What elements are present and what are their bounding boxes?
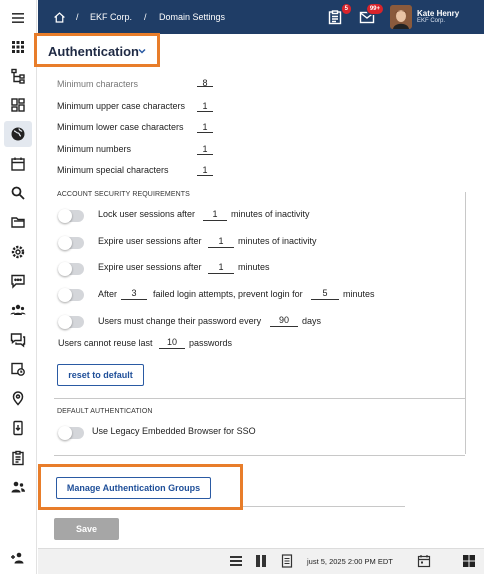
lockout-minutes-input[interactable]: 5 xyxy=(311,287,339,300)
windows-start-icon[interactable] xyxy=(462,554,476,568)
location-icon[interactable] xyxy=(8,388,28,408)
password-reuse-input[interactable]: 10 xyxy=(159,336,185,349)
footer-divider xyxy=(243,506,405,507)
breadcrumb-separator: / xyxy=(144,12,147,22)
calendar-icon[interactable] xyxy=(8,154,28,174)
section-divider xyxy=(54,455,465,456)
user-org: EKF Corp. xyxy=(417,18,446,24)
apps-grid-icon[interactable] xyxy=(8,37,28,57)
expire-sessions-input[interactable]: 1 xyxy=(208,261,234,274)
password-change-suffix: days xyxy=(302,316,322,326)
team-icon[interactable] xyxy=(8,477,28,497)
menu-icon[interactable] xyxy=(8,8,28,28)
save-button[interactable]: Save xyxy=(54,518,119,540)
expire-inactive-input[interactable]: 1 xyxy=(208,235,234,248)
messages-icon[interactable] xyxy=(8,330,28,350)
password-reuse-suffix: passwords xyxy=(189,338,233,348)
section-divider xyxy=(54,398,465,399)
search-icon[interactable] xyxy=(8,183,28,203)
expire-sessions-label: Expire user sessions after xyxy=(98,262,202,272)
failed-logins-label: failed login attempts, prevent login for xyxy=(153,289,303,299)
clipboard-icon[interactable] xyxy=(8,448,28,468)
lock-sessions-input[interactable]: 1 xyxy=(203,208,227,221)
failed-logins-prefix: After xyxy=(98,289,118,299)
rule-input-lower[interactable]: 1 xyxy=(197,121,213,133)
expire-sessions-suffix: minutes xyxy=(238,262,270,272)
lock-sessions-suffix: minutes of inactivity xyxy=(231,209,310,219)
breadcrumb-page: Domain Settings xyxy=(159,12,226,22)
rule-label-numbers: Minimum numbers xyxy=(57,144,132,154)
notifications-button[interactable] xyxy=(324,6,346,28)
settings-gear-icon[interactable] xyxy=(8,242,28,262)
password-change-label: Users must change their password every xyxy=(98,316,262,326)
toggle-expire-sessions[interactable] xyxy=(58,263,84,275)
toggle-failed-logins[interactable] xyxy=(58,289,84,301)
toggle-expire-inactive[interactable] xyxy=(58,237,84,249)
failed-attempts-input[interactable]: 3 xyxy=(121,287,147,300)
toggle-legacy-browser[interactable] xyxy=(58,427,84,439)
breadcrumb-org[interactable]: EKF Corp. xyxy=(90,12,133,22)
sidebar xyxy=(0,0,37,574)
notifications-badge: 5 xyxy=(341,3,352,15)
legacy-browser-label: Use Legacy Embedded Browser for SSO xyxy=(92,426,256,436)
document-icon[interactable] xyxy=(280,554,294,568)
breadcrumb-separator: / xyxy=(76,12,79,22)
toggle-lock-sessions[interactable] xyxy=(58,210,84,222)
mobile-download-icon[interactable] xyxy=(8,418,28,438)
lock-sessions-label: Lock user sessions after xyxy=(98,209,196,219)
folder-icon[interactable] xyxy=(8,212,28,232)
rule-label-special: Minimum special characters xyxy=(57,165,169,175)
password-change-days-input[interactable]: 90 xyxy=(270,314,298,327)
taskbar-datetime: just 5, 2025 2:00 PM EDT xyxy=(307,556,393,566)
rule-label-min-chars: Minimum characters xyxy=(57,79,139,88)
rule-label-lower: Minimum lower case characters xyxy=(57,122,184,132)
top-bar xyxy=(38,0,484,34)
rule-input-numbers[interactable]: 1 xyxy=(197,143,213,155)
rule-input-min-chars[interactable]: 8 xyxy=(197,77,213,87)
password-reuse-label: Users cannot reuse last xyxy=(58,338,153,348)
globe-icon[interactable] xyxy=(4,121,32,147)
rule-input-special[interactable]: 1 xyxy=(197,164,213,176)
toggle-password-change[interactable] xyxy=(58,316,84,328)
hierarchy-icon[interactable] xyxy=(8,66,28,86)
add-user-icon[interactable] xyxy=(8,548,28,568)
people-icon[interactable] xyxy=(8,300,28,320)
section-heading-account-security: ACCOUNT SECURITY REQUIREMENTS xyxy=(57,191,190,198)
user-avatar[interactable] xyxy=(390,5,412,29)
chat-icon[interactable] xyxy=(8,271,28,291)
messages-badge: 99+ xyxy=(366,3,384,15)
manage-authentication-groups-button[interactable]: Manage Authentication Groups xyxy=(56,477,211,499)
messages-button[interactable] xyxy=(356,6,378,28)
calendar-icon[interactable] xyxy=(417,554,431,568)
rule-input-upper[interactable]: 1 xyxy=(197,100,213,112)
home-icon[interactable] xyxy=(48,6,70,28)
section-heading-default-auth: DEFAULT AUTHENTICATION xyxy=(57,408,153,415)
schedule-icon[interactable] xyxy=(8,359,28,379)
section-border xyxy=(465,192,466,454)
user-name[interactable]: Kate Henry xyxy=(417,9,460,18)
columns-view-icon[interactable] xyxy=(254,554,268,568)
list-view-icon[interactable] xyxy=(229,554,243,568)
expire-inactive-label: Expire user sessions after xyxy=(98,236,202,246)
page-title-dropdown[interactable]: Authentication xyxy=(48,43,139,59)
chevron-down-icon[interactable] xyxy=(136,45,148,57)
expire-inactive-suffix: minutes of inactivity xyxy=(238,236,317,246)
failed-logins-suffix: minutes xyxy=(343,289,375,299)
dashboard-icon[interactable] xyxy=(8,95,28,115)
rule-label-upper: Minimum upper case characters xyxy=(57,101,186,111)
reset-to-default-button[interactable]: reset to default xyxy=(57,364,144,386)
